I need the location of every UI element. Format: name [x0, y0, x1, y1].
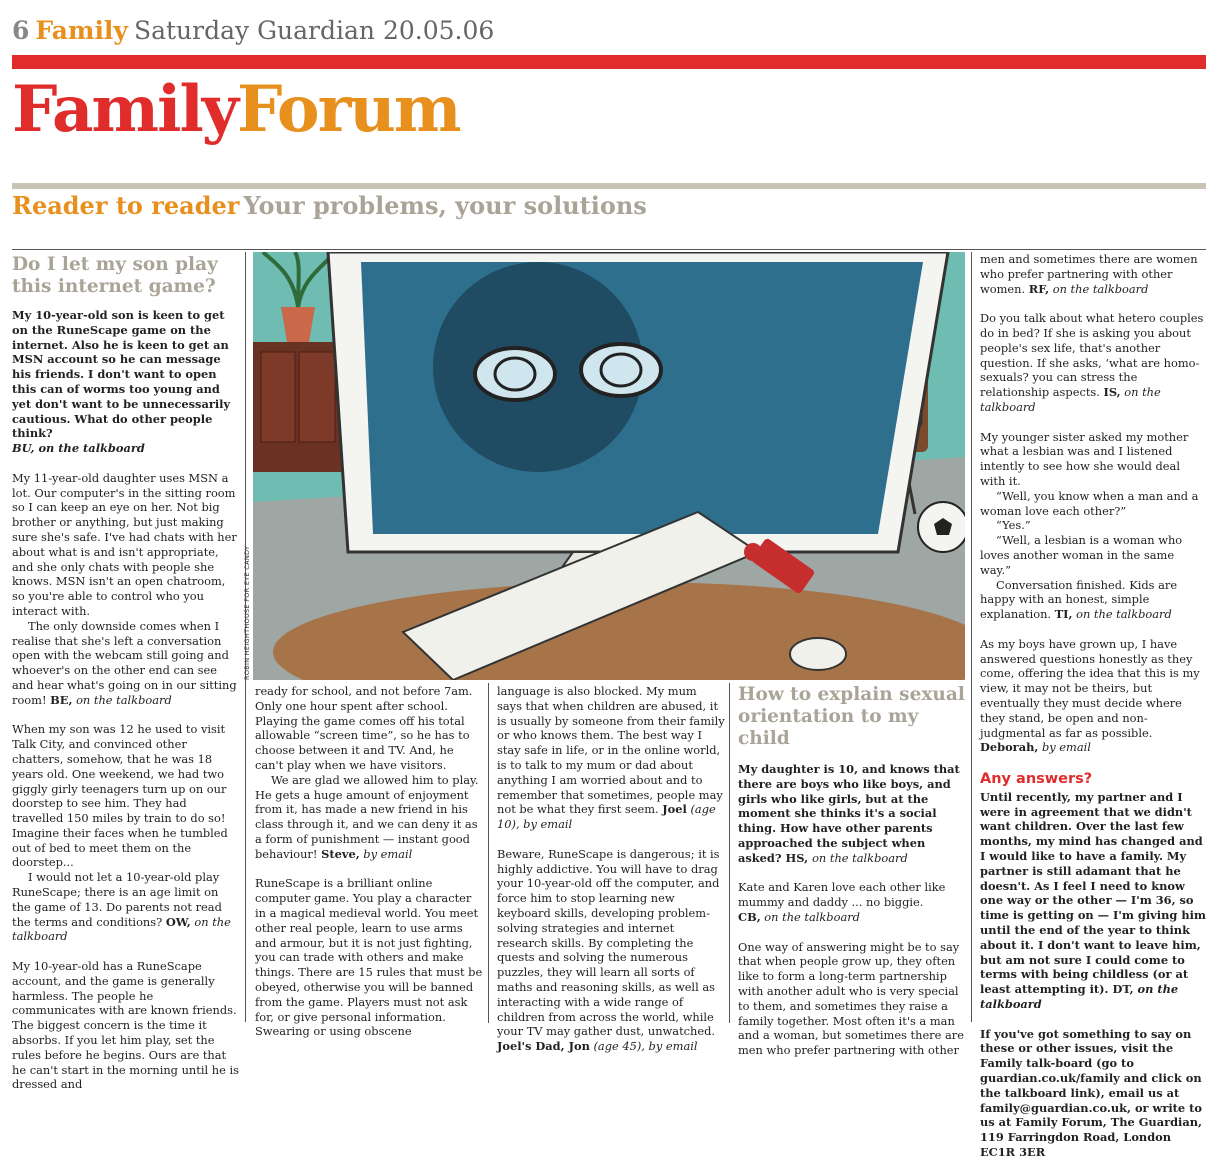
reply-paragraph: My younger sister asked my mother what a lesbian was and I listened intently to see how she would deal with it.: [980, 429, 1189, 488]
reply-signature-source: on the talkboard: [12, 914, 231, 944]
reply-signature-source: on the talkboard: [76, 692, 172, 707]
column-3: [497, 684, 725, 1054]
masthead-forum: Forum: [236, 72, 460, 147]
reply-paragraph: I would not let a 10-year-old play RuneScape; there is an age limit on the game of 13. Do parents not read the terms and conditions? OW, on the talkboard: [12, 870, 231, 944]
football-icon: [918, 502, 965, 552]
reply-paragraph: My 11-year-old daughter uses MSN a lot. Our computer's in the sitting room so I can keep an eye on her. Not big brother or anything, but just making sure she's safe. I've had chats with her about what is and isn't appropriate, and she only chats with people she knows. MSN isn't an open chatroom, so you're able to control who you interact with.: [12, 470, 237, 618]
reply-signature-name: Deborah,: [980, 740, 1039, 755]
reply-paragraph: The only downside comes when I realise that she's left a conversation open with the webcam still going and whoever's on the other end can see and hear what's going on in our sitting room! BE, on the talkboard: [12, 618, 237, 707]
reply-signature-source: on the talkboard: [764, 909, 860, 924]
reply-signature-name: IS,: [1103, 385, 1121, 400]
reply-signature-name: CB,: [738, 909, 761, 924]
reply-paragraph: Kate and Karen love each other like mummy and daddy ... no biggie. CB, on the talkboard: [738, 880, 946, 924]
reply-signature-name: BE,: [50, 692, 73, 707]
illustration: [253, 252, 965, 680]
reply-signature-name: Steve,: [321, 846, 360, 861]
cabinet-icon: [253, 342, 343, 472]
reply-paragraph: “Yes.”: [996, 518, 1031, 533]
column-rule: [729, 683, 730, 1023]
reply-paragraph: “Well, you know when a man and a woman love each other?”: [980, 488, 1199, 518]
question-signature-source: on the talkboard: [812, 850, 908, 865]
reply-signature-source: on the talkboard: [1052, 281, 1149, 296]
publication-date: Saturday Guardian 20.05.06: [133, 16, 495, 45]
computer-scene-illustration: [253, 252, 965, 680]
strap-reader-to-reader: Reader to reader: [12, 191, 240, 220]
reply-paragraph: My 10-year-old has a RuneScape account, and the game is generally harmless. The people he communicates with are known friends. The biggest concern is the time it absorbs. If you let him play, set the rules before he begins. Ours are that he can't start in the morning until he is dressed and: [12, 959, 239, 1092]
question-signature-name: HS,: [785, 850, 809, 865]
column-5: [980, 252, 1206, 1160]
masthead-family: Family: [12, 72, 237, 147]
page-folio: [12, 14, 494, 48]
column-1: [12, 254, 240, 1092]
reply-paragraph: language is also blocked. My mum says that when children are abused, it is usually by someone from their family or who knows them. The best way I stay safe in life, or in the online world, is to talk to my mum or dad about anything I am worried about and to remember that sometimes, people may not be what they first seem. Joel (age 10), by email: [497, 684, 725, 832]
strap-subtitle: Your problems, your solutions: [243, 191, 647, 220]
any-answers-text: Until recently, my partner and I were in agreement that we didn't want children. Over the last few months, my mind has changed and I would like to have a family. My partner is still adamant that he doesn't. As I feel I need to know one way or the other — I'm 36, so time is getting on — I'm giving him until the end of the year to think about it. I don't want to leave him, but am not sure I could come to terms with being childless (or at least attempting it). DT, on the talkboard: [980, 789, 1206, 1012]
any-answers-signature-source: on the talkboard: [980, 982, 1179, 1012]
contact-info: If you've got something to say on these or other issues, visit the Family talk-board (go to guardian.co.uk/family and click on the talkboard link), email us at family@guardian.co.uk, or write to us at Family Forum, The Guardian, 119 Farringdon Road, London EC1R 3ER: [980, 1026, 1203, 1160]
reply-signature-source: (age 10), by email: [497, 802, 716, 832]
article-heading: How to explain sexual orientation to my child: [738, 684, 965, 749]
reply-paragraph: Conversation finished. Kids are happy with an honest, simple explanation. TI, on the talkboard: [980, 577, 1178, 622]
article-heading: Do I let my son play this internet game?: [12, 254, 218, 297]
page-number: 6: [12, 16, 30, 45]
reply-paragraph: When my son was 12 he used to visit Talk City, and convinced other chatters, somehow, that he was 18 years old. One weekend, we had two giggly girly teenagers turn up on our doorstep to see him. They had travelled 150 miles by train to do so! Imagine their faces when he tumbled out of bed to meet them on the doorstep...: [12, 722, 228, 870]
reply-paragraph: ready for school, and not before 7am. Only one hour spent after school. Playing the game comes off his total allowable “screen time”, so he has to choose between it and TV. And, he can't play when we have visitors.: [255, 684, 473, 772]
reply-signature-source: by email: [363, 846, 413, 861]
reply-signature-source: by email: [1041, 740, 1091, 755]
mouse-icon: [790, 638, 846, 670]
reply-signature-name: Joel's Dad, Jon: [497, 1039, 590, 1054]
column-4: [738, 684, 966, 1058]
question-text: My 10-year-old son is keen to get on the RuneScape game on the internet. Also he is keen to get an MSN account so he can message his friends. I don't want to open this can of worms too young and yet don't want to be unnecessarily cautious. What do other people think? BU, on the talkboard: [12, 308, 231, 456]
content-top-rule: [12, 249, 1206, 250]
reply-paragraph: Beware, RuneScape is dangerous; it is highly addictive. You will have to drag your 10-year-old off the computer, and force him to stop learning new keyboard skills, developing problem-solving strategies and internet research skills. By completing the quests and solving the numerous puzzles, they will learn all sorts of maths and reasoning skills, as well as interacting with a wide range of children from across the world, while your TV may gather dust, unwatched. Joel's Dad, Jon (age 45), by email: [497, 846, 720, 1054]
illustration-credit: ROBIN HEIGHTHOUSE FOR EYE CANDY: [243, 545, 251, 680]
reply-paragraph: “Well, a lesbian is a woman who loves another woman in the same way.”: [980, 533, 1183, 577]
reply-signature-source: on the talkboard: [1076, 607, 1172, 622]
section-name: Family: [35, 16, 128, 45]
reply-paragraph: Do you talk about what hetero couples do in bed? If she is asking you about people's sex life, that's another question. If she asks, ‘what are homo-sexuals? you can stress the relationship aspects. IS, on the talkboard: [980, 311, 1204, 414]
strapline: [12, 190, 647, 222]
reply-signature-source: (age 45), by email: [593, 1039, 698, 1054]
reply-signature-name: Joel: [662, 802, 687, 817]
question-signature: BU, on the talkboard: [12, 441, 145, 456]
masthead: [12, 72, 460, 148]
reply-paragraph: One way of answering might be to say that when people grow up, they often like to form a long-term partnership with another adult who is very special to them, and sometimes they raise a family together. Most often it's a man and a woman, but sometimes there are men who prefer partnering with other: [738, 939, 964, 1058]
reply-paragraph: We are glad we allowed him to play. He gets a huge amount of enjoyment from it, has made a new friend in his class through it, and we can deny it as a form of punishment — instant good behaviour! Steve, by email: [255, 772, 479, 861]
any-answers-signature-name: DT,: [1112, 982, 1134, 997]
reply-paragraph: As my boys have grown up, I have answered questions honestly as they come, offering the idea that this is my view, it may not be theirs, but eventually they must decide where they stand, be open and non-judgmental as far as possible. Deborah, by email: [980, 636, 1200, 755]
reply-paragraph: men and sometimes there are women who prefer partnering with other women. RF, on the talkboard: [980, 252, 1198, 296]
any-answers-heading: Any answers?: [980, 770, 1093, 787]
reply-signature-source: on the talkboard: [980, 385, 1161, 414]
column-rule: [971, 252, 972, 1022]
gray-rule: [12, 183, 1206, 189]
red-rule: [12, 55, 1206, 69]
column-rule: [488, 683, 489, 1023]
reply-paragraph: RuneScape is a brilliant online computer game. You play a character in a magical medieval world. You meet other real people, learn to use arms and armour, but it is not just fighting, you can trade with others and make things. There are 15 rules that must be obeyed, otherwise you will be banned from the game. Players must not ask for, or give personal information. Swearing or using obscene: [255, 876, 483, 1039]
question-text: My daughter is 10, and knows that there are boys who like boys, and girls who like girls, but at the moment she thinks it's a social thing. How have other parents approached the subject when asked? HS, on the talkboard: [738, 762, 960, 865]
column-2: [255, 684, 483, 1039]
reply-signature-name: TI,: [1054, 607, 1073, 622]
reply-signature-name: RF,: [1028, 281, 1050, 296]
reply-signature-name: OW,: [165, 914, 191, 929]
